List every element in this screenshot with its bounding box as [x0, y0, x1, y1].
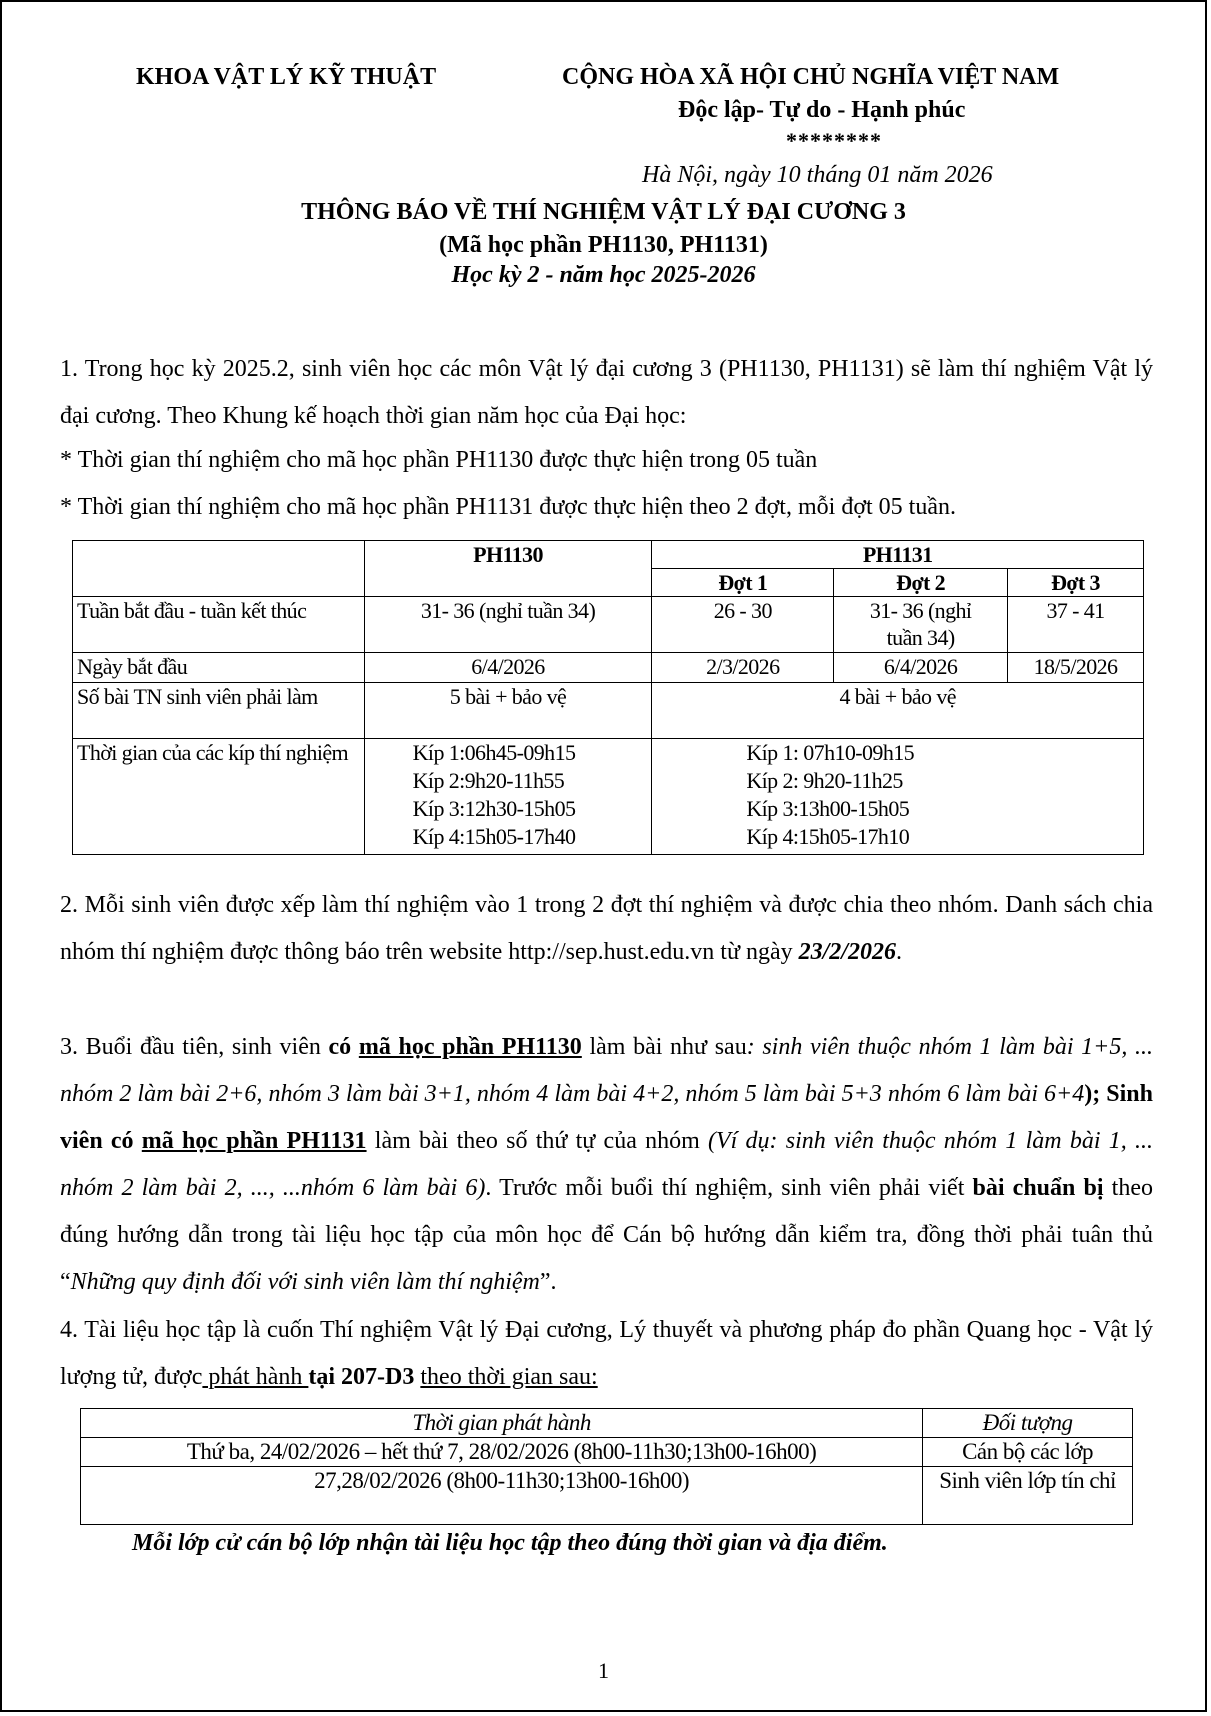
target-cell: Sinh viên lớp tín chỉ — [923, 1467, 1133, 1525]
shift-time: Kíp 1:06h45-09h15 — [412, 740, 576, 765]
start-ph1130: 6/4/2026 — [364, 653, 652, 683]
table-row — [73, 739, 1144, 855]
table-corner-cell — [73, 541, 365, 597]
section-1-bullet-1: * Thời gian thí nghiệm cho mã học phần PH1130 được thực hiện trong 05 tuần — [60, 447, 818, 473]
weeks-dot-3: 37 - 41 — [1008, 597, 1144, 653]
header-ph1130: PH1130 — [364, 541, 652, 597]
row-label-start-date: Ngày bắt đầu — [73, 653, 365, 683]
group-list-date: 23/2/2026 — [798, 939, 896, 965]
header-ph1131: PH1131 — [652, 541, 1144, 569]
table-row — [81, 1467, 1133, 1525]
shift-time: Kíp 2:9h20-11h55 — [412, 768, 565, 793]
release-time-cell: 27,28/02/2026 (8h00-11h30;13h00-16h00) — [81, 1467, 923, 1525]
weeks-dot-1: 26 - 30 — [652, 597, 834, 653]
shift-time: Kíp 3:13h00-15h05 — [746, 796, 910, 821]
header-dot-3: Đợt 3 — [1008, 569, 1144, 597]
header-dot-1: Đợt 1 — [652, 569, 834, 597]
release-location: tại 207-D3 — [308, 1364, 415, 1390]
shift-time: Kíp 2: 9h20-11h25 — [746, 768, 903, 793]
start-dot-3: 18/5/2026 — [1008, 653, 1144, 683]
country-name: CỘNG HÒA XÃ HỘI CHỦ NGHĨA VIỆT NAM — [562, 64, 1060, 90]
section-1-bullet-2: * Thời gian thí nghiệm cho mã học phần PH1131 được thực hiện theo 2 đợt, mỗi đợt 05 tuần. — [60, 494, 956, 520]
table-row — [73, 653, 1144, 683]
code-ph1131-underlined: mã học phần PH1131 — [141, 1128, 367, 1154]
release-time-cell: Thứ ba, 24/02/2026 – hết thứ 7, 28/02/2026 (8h00-11h30;13h00-16h00) — [81, 1438, 923, 1467]
header-dot-2: Đợt 2 — [834, 569, 1008, 597]
page-number: 1 — [598, 1658, 609, 1683]
shift-time: Kíp 4:15h05-17h10 — [746, 824, 910, 849]
schedule-table — [72, 540, 1144, 855]
shifts-ph1131 — [652, 739, 1144, 855]
row-label-lab-count: Số bài TN sinh viên phải làm — [73, 683, 365, 739]
preparation-report: bài chuẩn bị — [972, 1175, 1104, 1201]
code-ph1130-underlined: mã học phần PH1130 — [358, 1034, 582, 1060]
section-4: 4. Tài liệu học tập là cuốn Thí nghiệm Vật lý Đại cương, Lý thuyết và phương pháp đo phần Quang học - Vật lý lượng tử, được phát hành tại 207-D3 theo thời gian sau: — [60, 1317, 1153, 1390]
weeks-dot-2: 31- 36 (nghỉ tuần 34) — [834, 597, 1008, 653]
table-row — [73, 683, 1144, 739]
row-label-shift-times: Thời gian của các kíp thí nghiệm — [73, 739, 365, 855]
table-row — [81, 1438, 1133, 1467]
weeks-ph1130: 31- 36 (nghỉ tuần 34) — [364, 597, 652, 653]
section-3: 3. Buổi đầu tiên, sinh viên có mã học phần PH1130 làm bài như sau: sinh viên thuộc nhóm 1 làm bài 1+5, ... nhóm 2 làm bài 2+6, nhóm 3 làm bài 3+1, nhóm 4 làm bài 4+2, nhóm 5 làm bài 5+3 nhóm 6 làm bài 6+4); Sinh viên có mã học phần PH1131 làm bài theo số thứ tự của nhóm (Ví dụ: sinh viên thuộc nhóm 1 làm bài 1, ... nhóm 2 làm bài 2, ..., ...nhóm 6 làm bài 6). Trước mỗi buổi thí nghiệm, sinh viên phải viết bài chuẩn bị theo đúng hướng dẫn trong tài liệu học tập của môn học để Cán bộ hướng dẫn kiểm tra, đồng thời phải tuân thủ “Những quy định đối với sinh viên làm thí nghiệm”. — [60, 1034, 1153, 1295]
motto-stars: ******** — [786, 128, 882, 153]
closing-note: Mỗi lớp cử cán bộ lớp nhận tài liệu học tập theo đúng thời gian và địa điểm. — [132, 1530, 888, 1556]
table-row — [73, 597, 1144, 653]
header-target: Đối tượng — [923, 1409, 1133, 1438]
semester-line: Học kỳ 2 - năm học 2025-2026 — [451, 262, 756, 288]
document-date: Hà Nội, ngày 10 tháng 01 năm 2026 — [642, 162, 993, 188]
release-schedule-table — [80, 1408, 1133, 1525]
section-1-intro: 1. Trong học kỳ 2025.2, sinh viên học các môn Vật lý đại cương 3 (PH1130, PH1131) sẽ làm thí nghiệm Vật lý đại cương. Theo Khung kế hoạch thời gian năm học của Đại học: — [60, 356, 1153, 429]
target-cell: Cán bộ các lớp — [923, 1438, 1133, 1467]
row-label-weeks: Tuần bắt đầu - tuần kết thúc — [73, 597, 365, 653]
course-codes: (Mã học phần PH1130, PH1131) — [439, 232, 768, 258]
start-dot-2: 6/4/2026 — [834, 653, 1008, 683]
header-release-time: Thời gian phát hành — [81, 1409, 923, 1438]
section-2: 2. Mỗi sinh viên được xếp làm thí nghiệm vào 1 trong 2 đợt thí nghiệm và được chia theo nhóm. Danh sách chia nhóm thí nghiệm được thông báo trên website http://sep.hust.edu.vn từ ngày 23/2/2026. — [60, 892, 1153, 965]
national-motto: Độc lập- Tự do - Hạnh phúc — [678, 97, 966, 123]
count-ph1130: 5 bài + bảo vệ — [364, 683, 652, 739]
document-title: THÔNG BÁO VỀ THÍ NGHIỆM VẬT LÝ ĐẠI CƯƠNG 3 — [301, 199, 906, 225]
start-dot-1: 2/3/2026 — [652, 653, 834, 683]
count-ph1131: 4 bài + bảo vệ — [652, 683, 1144, 739]
shifts-ph1130 — [364, 739, 652, 855]
shift-time: Kíp 3:12h30-15h05 — [412, 796, 576, 821]
shift-time: Kíp 1: 07h10-09h15 — [746, 740, 915, 765]
shift-time: Kíp 4:15h05-17h40 — [412, 824, 576, 849]
faculty-name: KHOA VẬT LÝ KỸ THUẬT — [136, 64, 437, 90]
